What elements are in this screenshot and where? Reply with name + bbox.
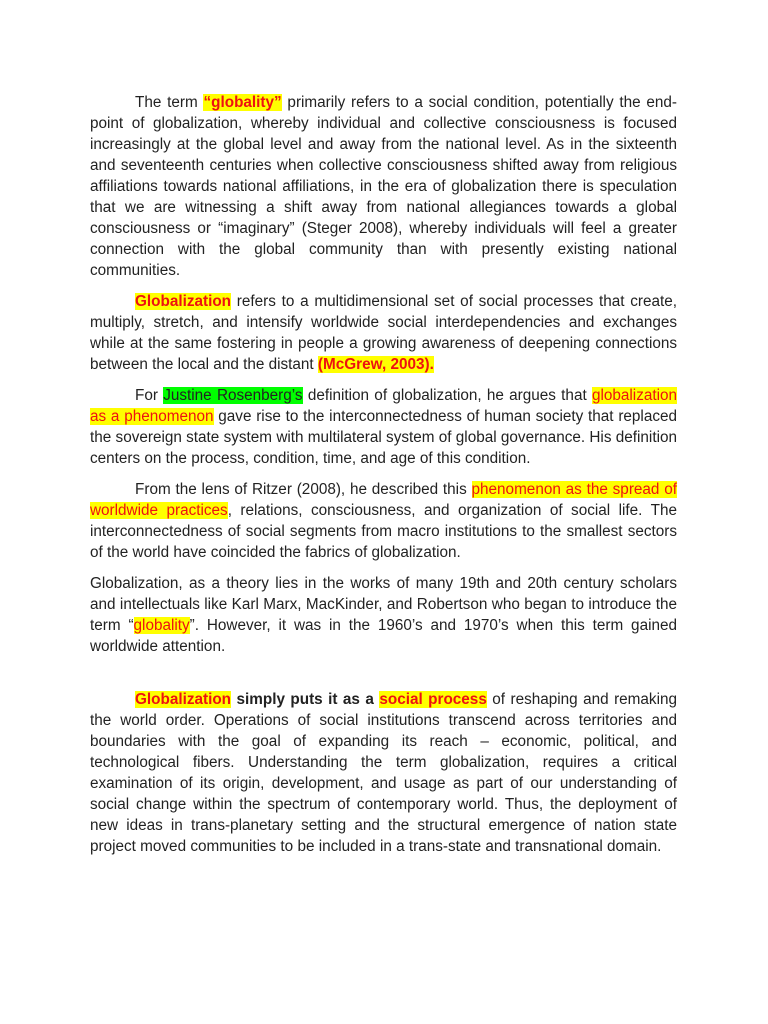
paragraph-rosenberg (90, 385, 677, 469)
bold-text-run: simply puts it as a (231, 691, 380, 708)
text-run: , relations, consciousness, and organization of social life. The interconnectedness of social segments from macro institutions to the smallest sectors of the world have coincided the fabrics of globalization. (90, 502, 677, 561)
text-run: From the lens of Ritzer (2008), he described this (135, 481, 472, 498)
text-run: definition of globalization, he argues that (302, 387, 592, 404)
paragraph-globalization-definition (90, 291, 677, 375)
text-run: Globalization, as a theory lies in the works of many 19th and 20th century scholars and intellectuals like Karl Marx, MacKinder, and Robertson who began to introduce the term “ (90, 575, 677, 634)
text-run: ”. However, it was in the 1960’s and 1970’s when this term gained worldwide attention. (90, 617, 677, 655)
highlight-phenomenon-spread: phenomenon as the spread of worldwide practices (90, 481, 677, 519)
highlight-citation-mcgrew: (McGrew, 2003). (317, 356, 434, 373)
paragraph-theory-origins (90, 573, 677, 657)
highlight-globality-term: globality (133, 617, 190, 634)
highlight-justine-rosenberg: Justine Rosenberg’s (163, 387, 303, 404)
highlight-globalization-phenomenon: globalization as a phenomenon (90, 387, 678, 425)
text-run: refers to a multidimensional set of social processes that create, multiply, stretch, and intensify worldwide social interdependencies and exchanges while at the same fostering in people a growing awareness of deepening connections between the local and the distant (90, 293, 677, 373)
text-run: of reshaping and remaking the world order. Operations of social institutions transcend across territories and boundaries with the goal of expanding its reach – economic, political, and technological fibers. Understanding the term globalization, requires a critical examination of its origin, development, and usage as part of our understanding of social change within the spectrum of contemporary world. Thus, the deployment of new ideas in trans-planetary setting and the structural emergence of nation state project moved communities to be included in a trans-state and transnational domain. (90, 691, 677, 855)
highlight-globalization-bold: Globalization (135, 691, 232, 708)
document-page (90, 92, 677, 867)
text-run: For (135, 387, 164, 404)
paragraph-social-process (90, 689, 677, 857)
paragraph-globality (90, 92, 677, 281)
text-run: The term (135, 94, 204, 111)
text-run: gave rise to the interconnectedness of human society that replaced the sovereign state system with multilateral system of global governance. His definition centers on the process, condition, time, and age of this condition. (90, 408, 677, 467)
highlight-globalization: Globalization (135, 293, 232, 310)
highlight-social-process: social process (379, 691, 487, 708)
text-run: primarily refers to a social condition, potentially the end-point of globalization, whereby individual and collective consciousness is focused increasingly at the global level and away from the national level. As in the sixteenth and seventeenth centuries when collective consciousness shifted away from religious affiliations towards national affiliations, in the era of globalization there is speculation that we are witnessing a shift away from national allegiances towards a global consciousness or “imaginary” (Steger 2008), whereby individuals will feel a greater connection with the global community than with presently existing national communities. (90, 94, 678, 279)
highlight-globality: “globality” (203, 94, 282, 111)
paragraph-ritzer (90, 479, 677, 563)
